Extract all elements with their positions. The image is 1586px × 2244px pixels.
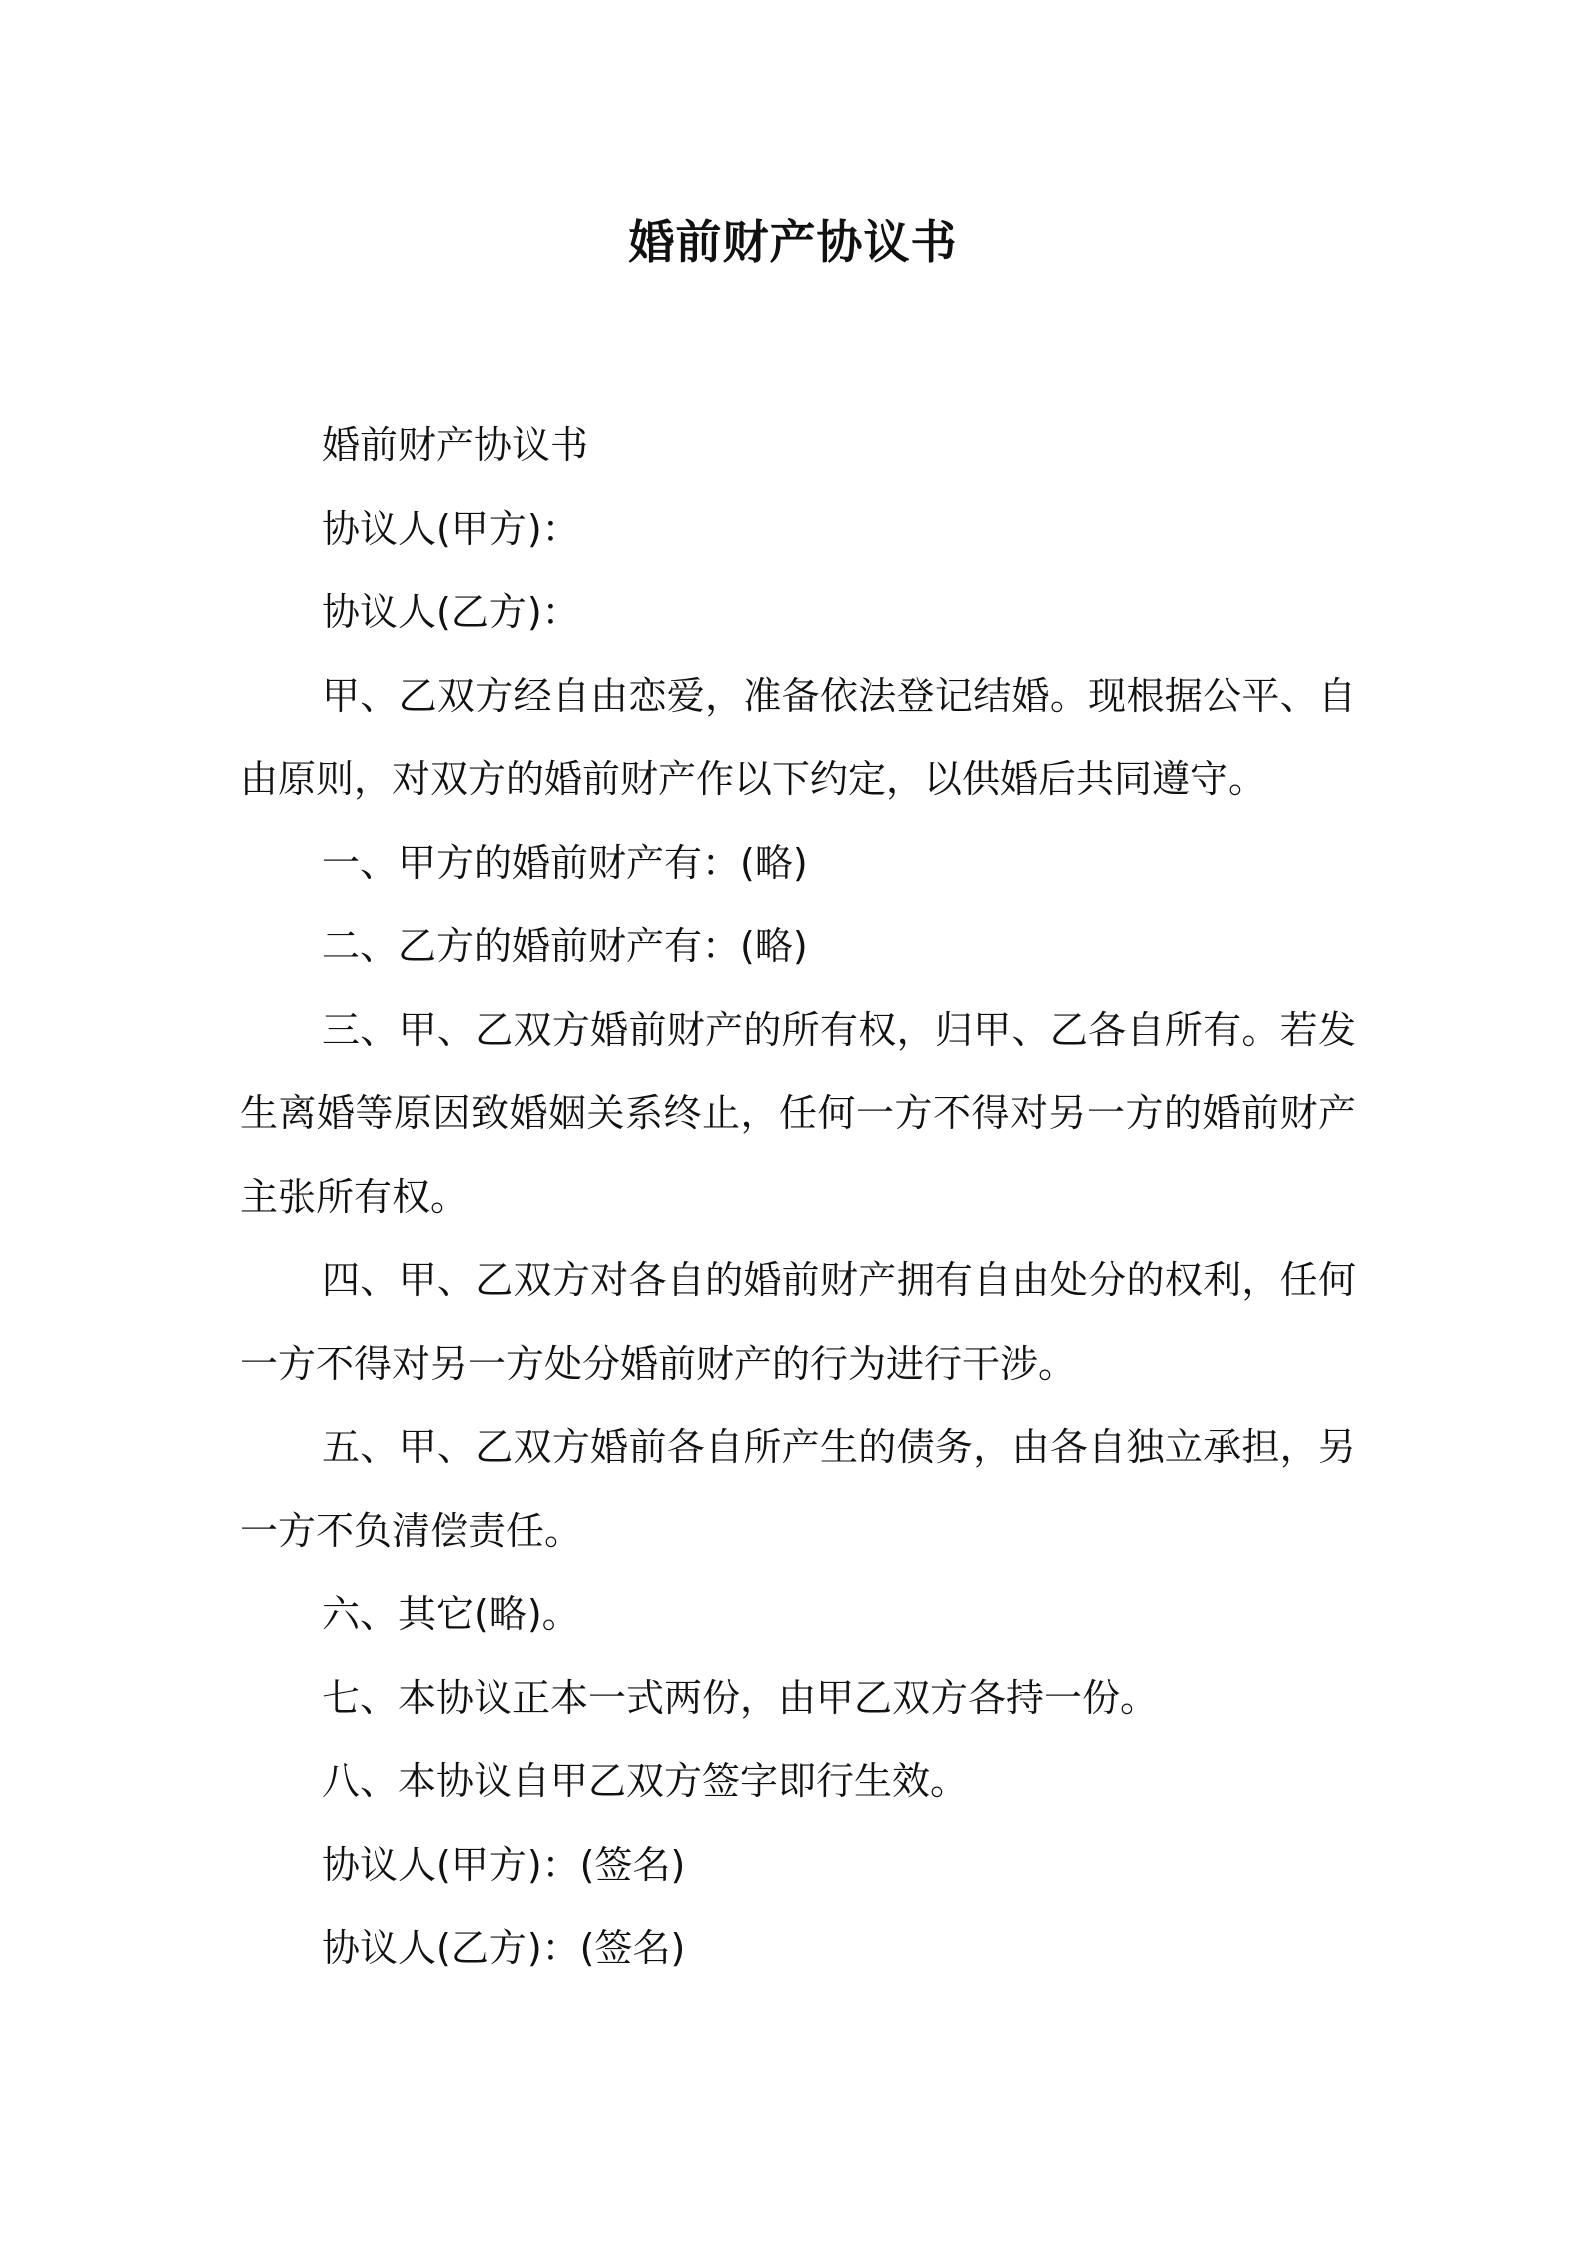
clause-2: 二、乙方的婚前财产有：(略) [322, 924, 808, 968]
document-subtitle: 婚前财产协议书 [322, 423, 589, 467]
clause-1: 一、甲方的婚前财产有：(略) [322, 840, 808, 885]
party-b-label: 协议人(乙方)： [322, 590, 580, 634]
clause-3: 三、甲、乙双方婚前财产的所有权，归甲、乙各自所有。若发生离婚等原因致婚姻关系终止，任何一方不得对另一方的婚前财产主张所有权。 [240, 1007, 1356, 1219]
clause-5: 五、甲、乙双方婚前各自所产生的债务，由各自独立承担，另一方不负清偿责任。 [240, 1425, 1356, 1553]
signature-party-a: 协议人(甲方)：(签名) [322, 1842, 686, 1887]
preamble-paragraph: 甲、乙双方经自由恋爱，准备依法登记结婚。现根据公平、自由原则，对双方的婚前财产作以下约定，以供婚后共同遵守。 [240, 673, 1356, 801]
clause-8: 八、本协议自甲乙双方签字即行生效。 [322, 1759, 969, 1803]
clause-4: 四、甲、乙双方对各自的婚前财产拥有自由处分的权利，任何一方不得对另一方处分婚前财产的行为进行干涉。 [240, 1258, 1356, 1386]
clause-6: 六、其它(略)。 [322, 1592, 580, 1636]
clause-7: 七、本协议正本一式两份，由甲乙双方各持一份。 [322, 1675, 1159, 1720]
document-title: 婚前财产协议书 [628, 215, 958, 269]
signature-party-b: 协议人(乙方)：(签名) [322, 1926, 686, 1970]
document-body [240, 404, 1356, 1991]
party-a-label: 协议人(甲方)： [322, 506, 580, 551]
